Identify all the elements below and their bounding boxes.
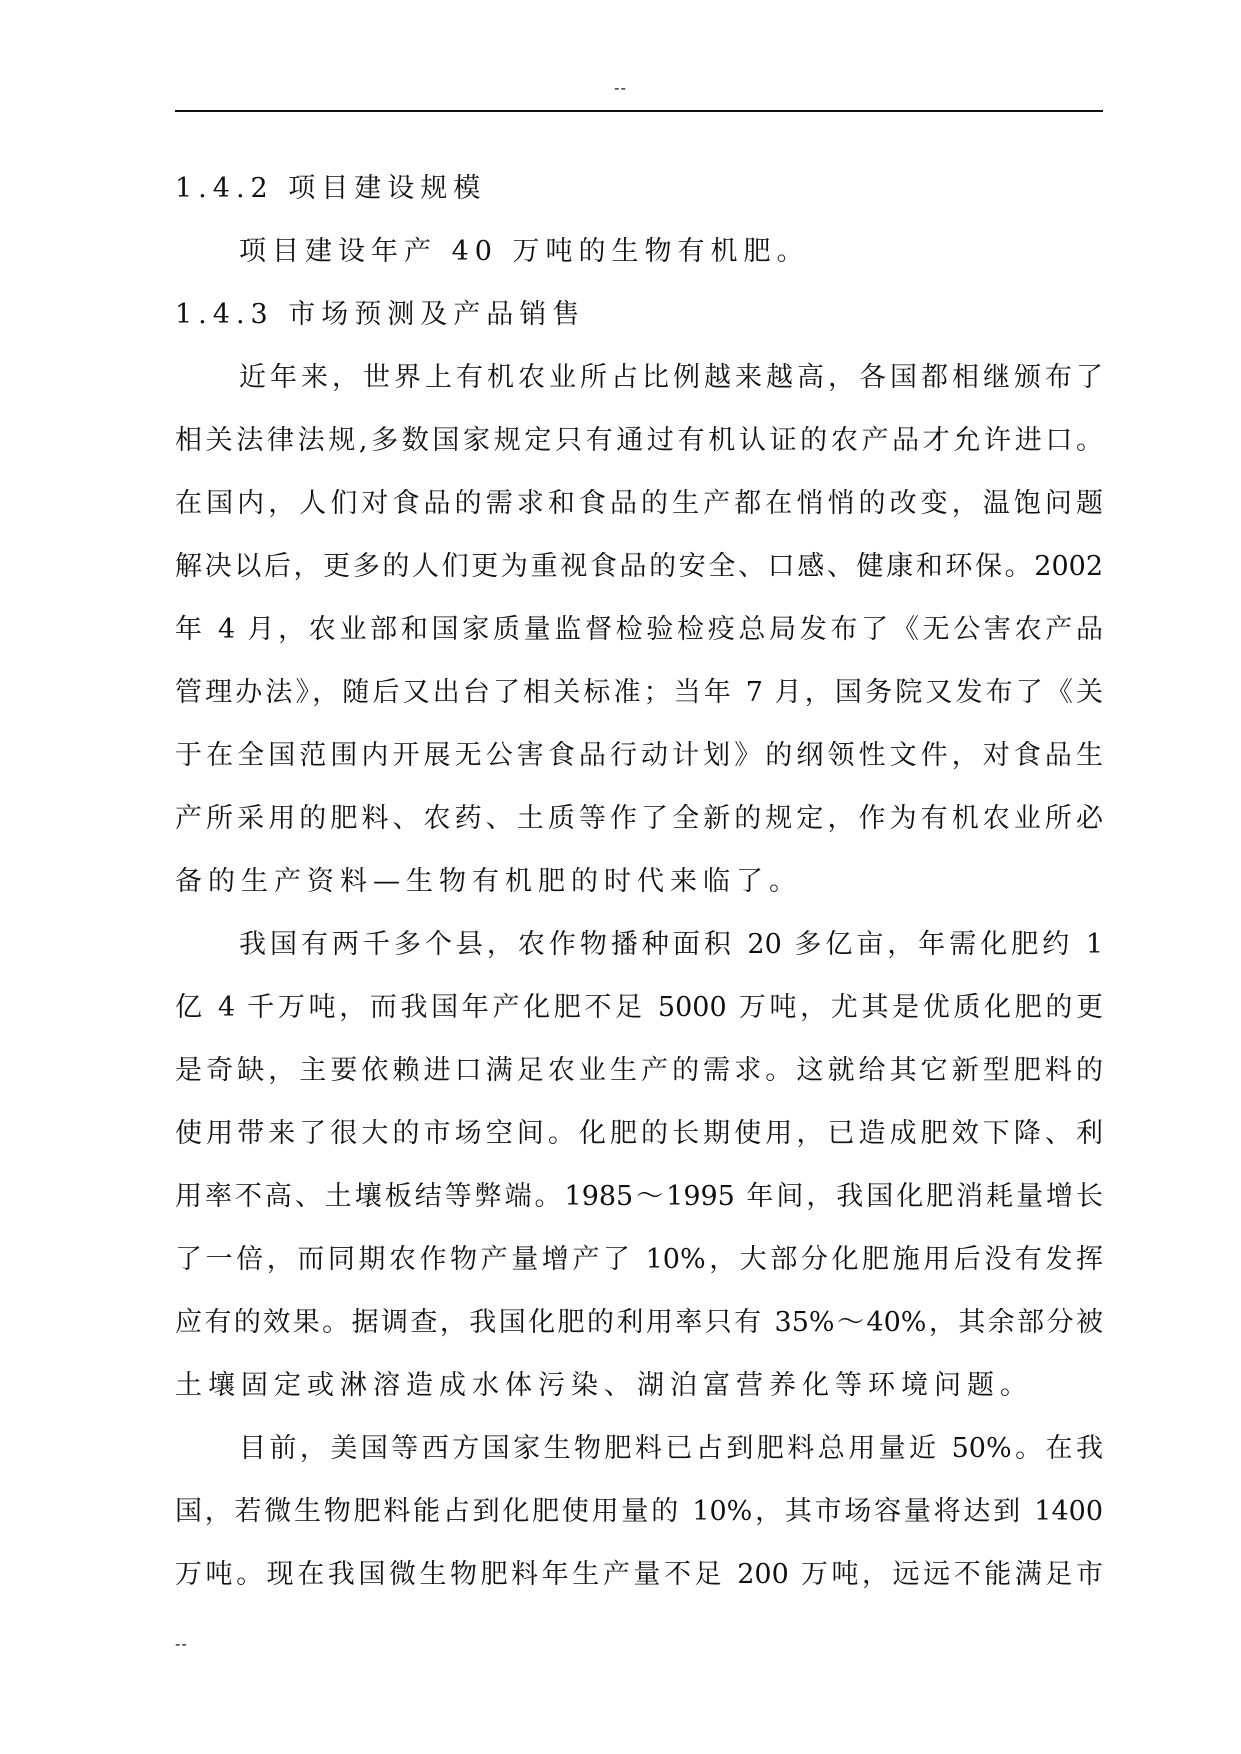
heading-1-4-2: 1.4.2 项目建设规模 bbox=[175, 173, 487, 204]
paragraph-line: 相关法律法规,多数国家规定只有通过有机认证的农产品才允许进口。 bbox=[175, 425, 1103, 456]
paragraph-line: 管理办法》，随后又出台了相关标准；当年 7 月，国务院又发布了《关 bbox=[175, 677, 1103, 708]
header-mark: -- bbox=[614, 78, 627, 97]
paragraph-line: 在国内，人们对食品的需求和食品的生产都在悄悄的改变，温饱问题 bbox=[175, 488, 1103, 519]
paragraph-line: 国，若微生物肥料能占到化肥使用量的 10%，其市场容量将达到 1400 bbox=[175, 1496, 1103, 1527]
paragraph-line: 目前，美国等西方国家生物肥料已占到肥料总用量近 50%。在我 bbox=[239, 1433, 1103, 1464]
heading-1-4-3: 1.4.3 市场预测及产品销售 bbox=[175, 299, 586, 330]
paragraph-line: 近年来，世界上有机农业所占比例越来越高，各国都相继颁布了 bbox=[239, 362, 1103, 393]
paragraph-line: 万吨。现在我国微生物肥料年生产量不足 200 万吨，远远不能满足市 bbox=[175, 1559, 1103, 1590]
paragraph-line: 亿 4 千万吨，而我国年产化肥不足 5000 万吨，尤其是优质化肥的更 bbox=[175, 992, 1103, 1023]
paragraph-line: 备的生产资料—生物有机肥的时代来临了。 bbox=[175, 866, 802, 897]
document-body bbox=[175, 157, 1103, 1606]
paragraph-line: 我国有两千多个县，农作物播种面积 20 多亿亩，年需化肥约 1 bbox=[239, 929, 1103, 960]
footer-mark: -- bbox=[175, 1634, 188, 1653]
paragraph-line: 用率不高、土壤板结等弊端。1985～1995 年间，我国化肥消耗量增长 bbox=[175, 1181, 1103, 1212]
header-rule bbox=[175, 110, 1103, 112]
paragraph-line: 是奇缺，主要依赖进口满足农业生产的需求。这就给其它新型肥料的 bbox=[175, 1055, 1103, 1086]
paragraph-line: 年 4 月，农业部和国家质量监督检验检疫总局发布了《无公害农产品 bbox=[175, 614, 1103, 645]
paragraph-line: 土壤固定或淋溶造成水体污染、湖泊富营养化等环境问题。 bbox=[175, 1370, 1033, 1401]
paragraph-line: 了一倍，而同期农作物产量增产了 10%，大部分化肥施用后没有发挥 bbox=[175, 1244, 1103, 1275]
paragraph-line: 产所采用的肥料、农药、土质等作了全新的规定，作为有机农业所必 bbox=[175, 803, 1103, 834]
paragraph-line: 于在全国范围内开展无公害食品行动计划》的纲领性文件，对食品生 bbox=[175, 740, 1103, 771]
paragraph-line: 使用带来了很大的市场空间。化肥的长期使用，已造成肥效下降、利 bbox=[175, 1118, 1103, 1149]
paragraph-line: 应有的效果。据调查，我国化肥的利用率只有 35%～40%，其余部分被 bbox=[175, 1307, 1103, 1338]
paragraph-line: 解决以后，更多的人们更为重视食品的安全、口感、健康和环保。2002 bbox=[175, 551, 1103, 582]
paragraph-line: 项目建设年产 40 万吨的生物有机肥。 bbox=[239, 236, 810, 267]
